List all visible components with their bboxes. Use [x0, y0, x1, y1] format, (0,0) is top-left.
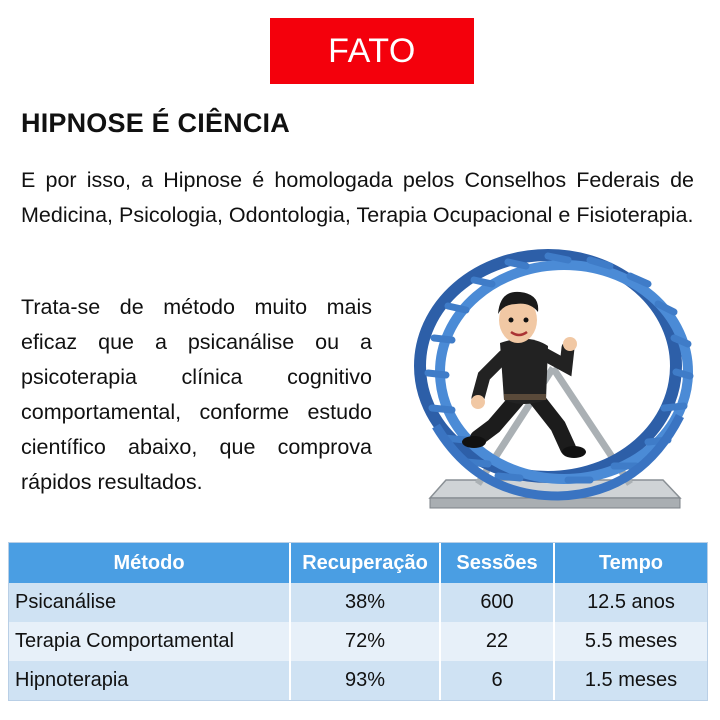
cell-method: Psicanálise	[9, 583, 290, 622]
intro-paragraph: E por isso, a Hipnose é homologada pelos Conselhos Federais de Medicina, Psicologia, Odontologia, Terapia Ocupacional e Fisioterapia.	[21, 168, 694, 227]
fato-badge: FATO	[270, 18, 474, 84]
cell-sessions: 600	[440, 583, 554, 622]
table-row	[9, 622, 707, 661]
cell-recovery: 38%	[290, 583, 440, 622]
cell-method: Hipnoterapia	[9, 661, 290, 700]
cell-time: 12.5 anos	[554, 583, 707, 622]
header-tempo: Tempo	[554, 543, 707, 583]
method-paragraph: Trata-se de método muito mais eficaz que a psicanálise ou a psicoterapia clínica cognitivo comportamental, conforme estudo científico abaixo, que comprova rápidos resultados.	[21, 295, 372, 494]
cell-method: Terapia Comportamental	[9, 622, 290, 661]
header-metodo: Método	[9, 543, 290, 583]
header-sessoes: Sessões	[440, 543, 554, 583]
table-row	[9, 661, 707, 700]
hamster-wheel-runner-icon	[408, 248, 698, 523]
table-row	[9, 583, 707, 622]
cell-recovery: 72%	[290, 622, 440, 661]
cell-sessions: 6	[440, 661, 554, 700]
cell-recovery: 93%	[290, 661, 440, 700]
page-title: HIPNOSE É CIÊNCIA	[21, 108, 290, 138]
comparison-table	[8, 542, 708, 701]
header-recuperacao: Recuperação	[290, 543, 440, 583]
cell-time: 5.5 meses	[554, 622, 707, 661]
table-header-row	[9, 543, 707, 583]
cell-time: 1.5 meses	[554, 661, 707, 700]
cell-sessions: 22	[440, 622, 554, 661]
